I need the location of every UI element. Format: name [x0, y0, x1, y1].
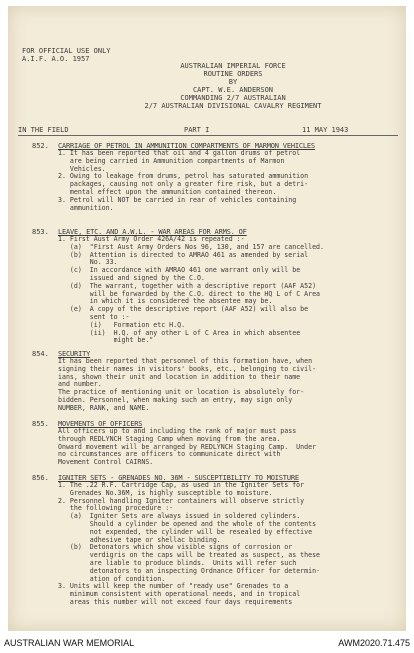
order-number: 855. — [32, 420, 49, 428]
order-body: It has been reported that personnel of this formation have, when signing their names in visitors' books, etc., belonging to civil- ians, shown their unit and location in addition to their name and number. The practice of mentioning unit or location is absolutely for- bidden. Personnel, when making such an entry, may sign only NUMBER, RANK, and NAME. — [58, 357, 317, 412]
archive-footer — [0, 636, 414, 653]
order-body: 1. It has been reported that oil and 4 gallon drums of petrol are being carried in Ammunition compartments of Marmon Vehicles. 2. Owing to leakage from drums, petrol has saturated ammunition packages, causing not only a greater fire risk, but a detri- mental effect upon the ammunition contained thereon. 3. Petrol will NOT be carried in rear of vehicles containing ammunition. — [58, 149, 309, 212]
order-number: 854. — [32, 350, 49, 358]
unit-title-3: BY — [228, 78, 238, 86]
order-number: 853. — [32, 228, 49, 236]
order-title: MOVEMENTS OF OFFICERS — [58, 420, 143, 428]
unit-title-4: CAPT. W.E. ANDERSON — [192, 86, 274, 94]
reference-line: A.I.F. A.O. 1957 — [22, 55, 90, 63]
location-line: IN THE FIELD — [18, 126, 69, 134]
unit-title-6: 2/7 AUSTRALIAN DIVISIONAL CAVALRY REGIMENT — [144, 102, 322, 110]
order-number: 852. — [32, 142, 49, 150]
order-body: 1. The .22 R.F. Cartridge Cap, as used in the Igniter Sets for Grenades No.36M, is highly susceptible to moisture. 2. Personnel handling Igniter containers will observe strictly the following procedure :- (a) Igniter Sets are always issued in soldered cylinders. Should a cylinder be opened and the whole of the contents not expended, the cylinder will be resealed by effective adhesive tape or shellac binding. (b) Detonators which show visible signs of corrosion or verdigris on the caps will be treated as suspect, as these are liable to produce blinds. Units will refer such detonators to an inspecting Ordnance Officer for determin- ation of condition. 3. Units will keep the number of "ready use" Grenades to a minimum consistent with operational needs, and in tropical areas this number will not exceed four days requirements — [58, 481, 321, 606]
classification-line: FOR OFFICIAL USE ONLY — [22, 47, 111, 55]
unit-title-2: ROUTINE ORDERS — [203, 70, 263, 78]
order-body: All officers up to and including the rank of major must pass through REDLYNCH Staging Camp when moving from the area. Onward movement will be arranged by REDLYNCH Staging Camp. Under no circumstances are officers to communicate direct with Movement Control CAIRNS. — [58, 427, 317, 467]
document-page — [8, 6, 406, 631]
archive-name: AUSTRALIAN WAR MEMORIAL — [4, 638, 135, 648]
order-body: 1. First Aust Army Order 426A/42 is repeated :- (a) "First Aust Army Orders Nos 96, 130, and 157 are cancelled. (b) Attention is directed to AMRAO 461 as amended by serial No. 33. (c) In accordance with AMRAO 461 one warrant only will be issued and signed by the C.O. (d) The warrant, together with a descriptive report (AAF A52) will be forwarded by the C.O. direct to the HQ L of C Area in which it is considered the absentee may be. (e) A copy of the descriptive report (AAF A52) will also be sent to :- (i) Formation etc H.Q. (ii) H.Q. of any other L of C Area in which absentee might be." — [58, 235, 324, 345]
order-title: LEAVE, ETC. AND A.W.L. - WAR AREAS FOR ARMS. OF — [58, 228, 247, 236]
order-title: SECURITY — [58, 350, 91, 358]
order-title: IGNITER SETS - GRENADES NO. 36M - SUSCEPTIBILITY TO MOISTURE — [58, 474, 299, 482]
unit-title-1: AUSTRALIAN IMPERIAL FORCE — [180, 62, 286, 70]
order-title: CARRIAGE OF PETROL IN AMMUNITION COMPARTMENTS OF MARMON VEHICLES — [58, 142, 315, 150]
unit-title-5: COMMANDING 2/7 AUSTRALIAN — [180, 94, 286, 102]
date-line: 11 MAY 1943 — [302, 126, 349, 134]
part-line: PART I — [184, 126, 210, 134]
order-number: 856. — [32, 474, 49, 482]
archive-reference: AWM2020.71.475 — [338, 638, 410, 648]
header-rule — [18, 135, 398, 136]
